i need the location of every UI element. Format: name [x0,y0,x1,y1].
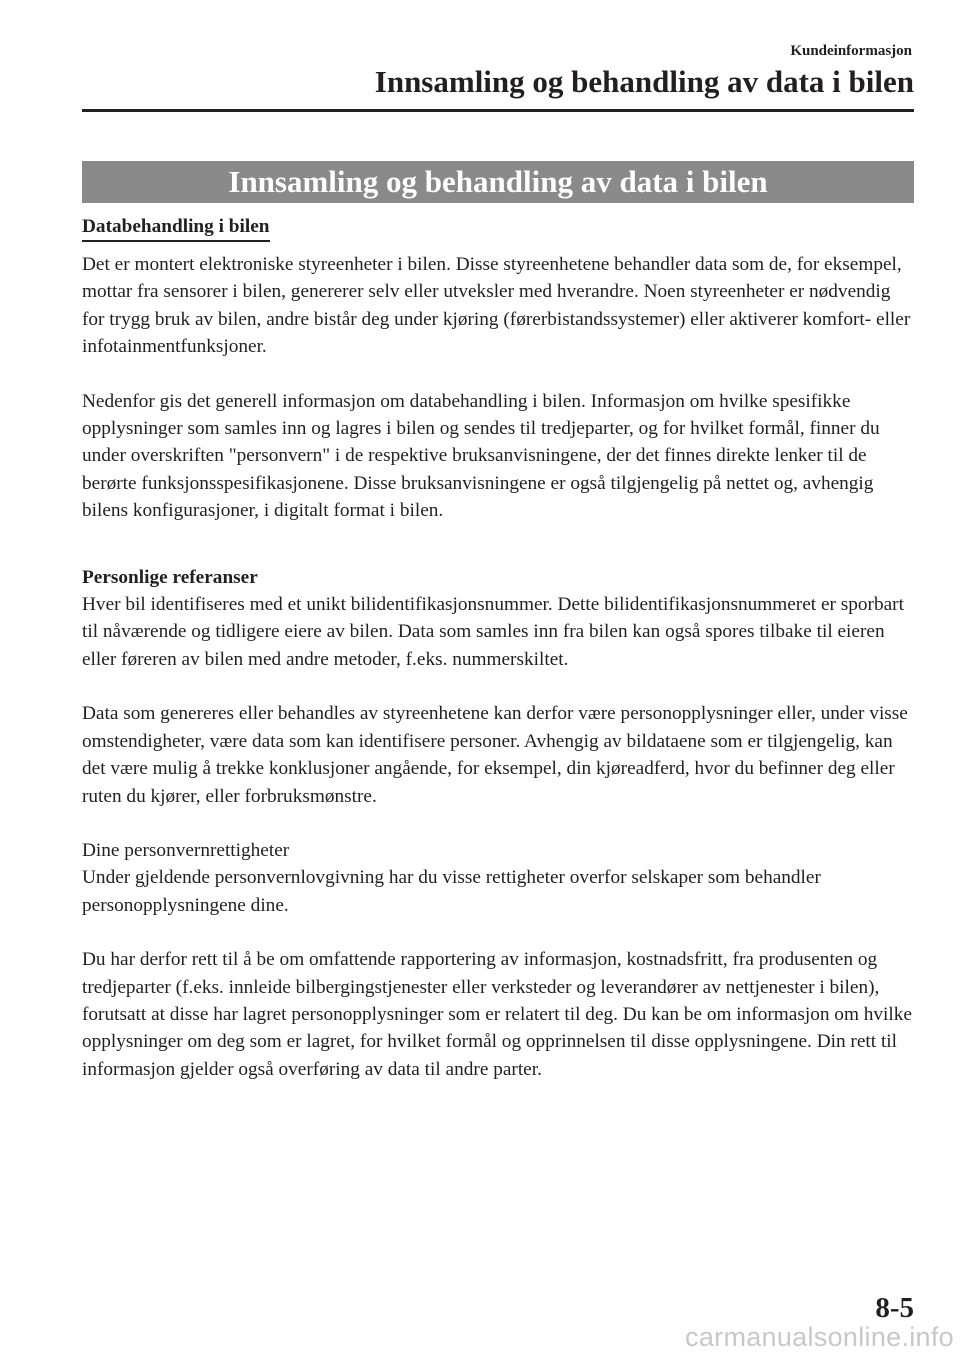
paragraph-privacy-rights-title: Dine personvernrettigheter [82,839,290,861]
page-number: 8-5 [875,1292,914,1324]
paragraph-intro: Det er montert elektroniske styreenheter i bilen. Disse styreenhetene behandler data som de, for eksempel, mottar fra sensorer i bilen, genererer selv eller utveksler med hverandre. Noen styreenheter er nødvendig for trygg bruk av bilen, andre bistår deg under kjøring (førerbistandssystemer) eller aktiverer komfort- eller infotainmentfunksjoner. [82,254,911,358]
section-banner: Innsamling og behandling av data i bilen [82,161,914,203]
paragraph-vehicle-id: Hver bil identifiseres med et unikt bilidentifikasjonsnummer. Dette bilidentifikasjonsnummeret er sporbart til nåværende og tidligere eiere av bilen. Data som samles inn fra bilen kan også spores tilbake til eieren eller føreren av bilen med andre metoder, f.eks. nummerskiltet. [82,594,904,670]
page-header [82,42,914,101]
paragraph-general-info: Nedenfor gis det generell informasjon om databehandling i bilen. Informasjon om hvilke spesifikke opplysninger som samles inn og lagres i bilen og sendes til tredjeparter, og for hvilket formål, finner du under overskriften "personvern" i de respektive bruksanvisningene, der det finnes direkte lenker til de berørte funksjonsspesifikasjonene. Disse bruksanvisningene er også tilgjengelig på nettet og, avhengig bilens konfigurasjoner, i digitalt format i bilen. [82,390,880,522]
paragraph-personal-data: Data som genereres eller behandles av styreenhetene kan derfor være personopplysninger eller, under visse omstendigheter, være data som kan identifisere personer. Avhengig av bildataene som er tilgjengelig, kan det være mulig å trekke konklusjoner angående, for eksempel, din kjøreadferd, hvor du befinner deg eller ruten du kjører, eller forbruksmønstre. [82,703,908,807]
watermark-text: carmanualsonline.info [685,1322,954,1352]
header-title: Innsamling og behandling av data i bilen [374,64,914,99]
paragraph-privacy-rights: Under gjeldende personvernlovgivning har du visse rettigheter overfor selskaper som behandler personopplysningene dine. [82,867,821,916]
main-content [82,213,914,1083]
heading-personal-references: Personlige referanser [82,566,258,588]
subheading-data-processing: Databehandling i bilen [82,215,270,242]
paragraph-right-to-information: Du har derfor rett til å be om omfattende rapportering av informasjon, kostnadsfritt, fra produsenten og tredjeparter (f.eks. innleide bilbergingstjenester eller verksteder og leverandører av nettjenester i bilen), forutsatt at disse har lagret personopplysninger som er relatert til deg. Du kan be om informasjon om hvilke opplysninger om deg som er lagret, for hvilket formål og opprinnelsen til disse opplysningene. Din rett til informasjon gjelder også overføring av data til andre parter. [82,949,912,1080]
header-divider [82,109,914,112]
header-section-label: Kundeinformasjon [790,43,912,59]
